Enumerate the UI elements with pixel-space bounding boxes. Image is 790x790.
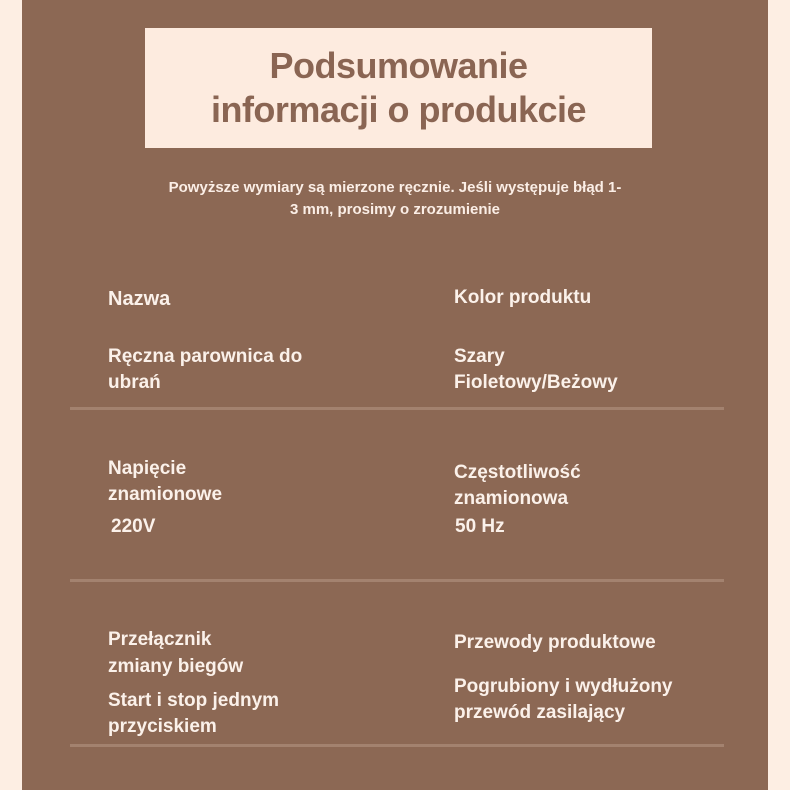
label-line: Częstotliwość bbox=[454, 462, 581, 483]
value-line: Pogrubiony i wydłużony bbox=[454, 676, 673, 697]
frequency-value: 50 Hz bbox=[455, 516, 505, 537]
label-line: Napięcie bbox=[108, 458, 187, 479]
page-title-line1: Podsumowanie bbox=[269, 45, 528, 86]
value-line: przewód zasilający bbox=[454, 702, 626, 723]
label-line: znamionowe bbox=[108, 484, 223, 505]
label-line: zmiany biegów bbox=[108, 656, 244, 677]
switch-label bbox=[108, 626, 243, 680]
voltage-value: 220V bbox=[111, 516, 156, 537]
value-line: Ręczna parownica do bbox=[108, 346, 303, 367]
value-line: Fioletowy/Beżowy bbox=[454, 372, 618, 393]
cable-label: Przewody produktowe bbox=[454, 632, 656, 653]
switch-value bbox=[108, 688, 279, 740]
label-line: Przełącznik bbox=[108, 629, 212, 650]
divider bbox=[70, 744, 724, 747]
value-line: przyciskiem bbox=[108, 716, 217, 737]
value-line: Szary bbox=[454, 346, 505, 367]
divider bbox=[70, 407, 724, 410]
name-label: Nazwa bbox=[108, 288, 171, 310]
voltage-label bbox=[108, 456, 222, 508]
name-value bbox=[108, 344, 302, 396]
title-box bbox=[145, 28, 652, 148]
value-line: ubrań bbox=[108, 372, 161, 393]
frequency-label bbox=[454, 460, 581, 512]
value-line: Start i stop jednym bbox=[108, 690, 280, 711]
note-line: 3 mm, prosimy o zrozumienie bbox=[289, 201, 501, 218]
measurement-note bbox=[100, 177, 690, 221]
note-line: Powyższe wymiary są mierzone ręcznie. Jeśli występuje błąd 1- bbox=[168, 179, 622, 196]
color-value bbox=[454, 344, 618, 396]
label-line: znamionowa bbox=[454, 488, 569, 509]
page-title-line2: informacji o produkcie bbox=[210, 89, 587, 130]
color-label: Kolor produktu bbox=[454, 287, 592, 308]
cable-value bbox=[454, 674, 673, 726]
divider bbox=[70, 579, 724, 582]
